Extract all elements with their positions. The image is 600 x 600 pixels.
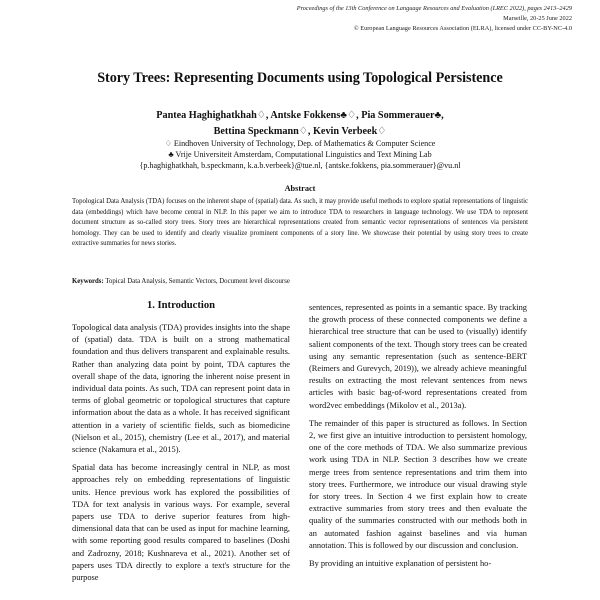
author-line-2: Bettina Speckmann♢, Kevin Verbeek♢ [213, 126, 387, 137]
right-column [309, 302, 527, 576]
abstract-heading: Abstract [284, 184, 316, 193]
paragraph: sentences, represented as points in a semantic space. By tracking the growth process of these connected components we define a hierarchical tree structure that can be used to (visually) identify salient components of the text. Though story trees can be created using any semantic representation (such as sentence-BERT (Reimers and Gurevych, 2019)), we already achieve meaningful results on extracting the most relevant sentences from news articles with basic bag-of-word representations created from word2vec embeddings (Mikolov et al., 2013a). [309, 303, 527, 410]
affiliation-tue: ♢ Eindhoven University of Technology, Dep. of Mathematics & Computer Science [164, 139, 436, 148]
keywords [72, 277, 528, 287]
keywords-label: Keywords: [72, 278, 104, 285]
affiliation-vu: ♣ Vrije Universiteit Amsterdam, Computational Linguistics and Text Mining Lab [168, 150, 432, 160]
author-list [0, 108, 600, 140]
license-line: © European Language Resources Association (ELRA), licensed under CC-BY-NC-4.0 [353, 25, 572, 32]
proceedings-line: Proceedings of the 13th Conference on Language Resources and Evaluation (LREC 2022), pages 2413–2429 [296, 5, 572, 12]
paragraph: Spatial data has become increasingly central in NLP, as most approaches rely on embedding representations of linguistic units. Hence previous work has explored the possibilities of TDA for text analysis in various ways. For example, several papers use TDA to derive superior features from high-dimensional data that can be used as input for machine learning, with some reporting good results compared to baselines (Doshi and Zadrozny, 2018; Kushnareva et al., 2021). Another set of papers uses TDA directly to explore a text's structure for the purpose [72, 463, 290, 583]
author-emails: {p.haghighatkhah, b.speckmann, k.a.b.verbeek}@tue.nl, {antske.fokkens, pia.sommerauer}@vu.nl [139, 161, 461, 171]
abstract-text: Topological Data Analysis (TDA) focuses on the inherent shape of (spatial) data. As such, it may provide useful methods to explore spatial representations of linguistic data (embeddings) which have become central in NLP. In this paper we aim to introduce TDA to researchers in language technology. We use TDA to represent document structure as so-called story trees. Story trees are hierarchical representations created from semantic vector representations of sentences via persistent homology. They can be used to identify and clearly visualize prominent components of a story line. We showcase their potential by using story trees to create extractive summaries for news stories. [72, 198, 528, 248]
proceedings-header [212, 4, 572, 34]
keywords-text: Topical Data Analysis, Semantic Vectors, Document level discourse [103, 278, 290, 285]
left-column [72, 322, 290, 590]
paragraph: The remainder of this paper is structured as follows. In Section 2, we first give an intuitive introduction to persistent homology, one of the core methods of TDA. We also summarize previous work using TDA in NLP. Section 3 describes how we create merge trees from sentence representations and trim them into story trees. Furthermore, we introduce our visual drawing style for story trees. In Section 4 we first explain how to create extractive summaries from story trees and then evaluate the quality of the summaries constructed with our methods both in an automated fashion against baselines and via human annotation. This is followed by our discussion and conclusion. [309, 418, 527, 550]
paragraph: By providing an intuitive explanation of persistent ho- [309, 559, 492, 569]
affiliations [0, 138, 600, 172]
section-heading-introduction: 1. Introduction [146, 300, 216, 311]
paragraph: Topological data analysis (TDA) provides insights into the shape of (spatial) data. TDA is built on a strong mathematical foundation and thus delivers transparent and explainable results. Rather than analyzing data point by point, TDA captures the overall shape of the data, ignoring the inherent noise present in individual data points. As such, TDA can represent point data in terms of global geometric or topological structures that capture information about the data as a whole. It has received significant attention in a variety of scientific fields, such as biomedicine (Nielson et al., 2015), chemistry (Lee et al., 2017), and material science (Nakamura et al., 2015). [72, 323, 290, 455]
venue-line: Marseille, 20-25 June 2022 [503, 15, 572, 22]
paper-title: Story Trees: Representing Documents using Topological Persistence [97, 70, 503, 86]
author-line-1: Pantea Haghighatkhah♢, Antske Fokkens♣♢, Pia Sommerauer♣, [156, 110, 444, 121]
